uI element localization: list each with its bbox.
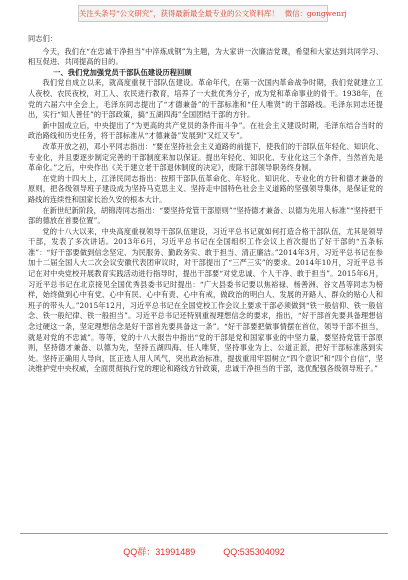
paragraph-revolution: 我们党自成立以来，就高度重视干部队伍建设。革命年代，在第一次国内革命战争时期，我们党就建立工人夜校、农民夜校，对工人、农民进行教育，培养了一大批优秀分子，成为党和革命事业的骨干。1938年，在党的六届六中全会上，毛泽东同志提出了“才德兼备”的干部标准和“任人唯贤”的干部路线。毛泽东同志还提出，实行“知人善任”的干部政策，搞“五湖四海”全国团结干部的方针。 bbox=[28, 78, 383, 120]
paragraph-18th-congress: 党的十八大以来，中央高度重视领导干部队伍建设，习近平总书记就如何打造合格干部队伍，尤其是领导干部，发表了多次讲话。2013年6月，习近平总书记在全国组织工作会议上首次提出了好干部的“五条标准”：“好干部要做到信念坚定、为民服务、勤政务实、敢于担当、清正廉洁。”2014年3月，习近平总书记在参加十二届全国人大二次会议安徽代表团审议时，对干部提出了“三严三实”的要求。2014年10月，习近平总书记在对中央党校开展教育实践活动进行指导时，提出干部要“对党忠诚、个人干净、敢于担当”。2015年6月，习近平总书记在北京接见全国优秀县委书记时提出：“广大县委书记要以焦裕禄、杨善洲、谷文昌等同志为榜样，始终做到心中有党、心中有民、心中有责、心中有戒，做政治的明白人、发展的开路人、群众的贴心人和班子的带头人。”2015年12月，习近平总书记在全国党校工作会议上要求干部必须做到“铁一般信仰、铁一般信念、铁一般纪律、铁一般担当”。习近平总书记还特别重视理想信念的要求，指出，“好干部首先要具备理想信念过硬这一条，坚定理想信念是好干部首先要具备这一条”。“好干部要把做事情摆在首位，领导干部不担当，就是对党的不忠诚”。等等，党的十八大报告中指出“党的干部是党和国家事业的中坚力量，要坚持党管干部原则，坚持德才兼备、以德为先，坚持五湖四海、任人唯贤，坚持事业为上、公道正派，把好干部标准落到实处。坚持正确用人导向，匡正选人用人风气，突出政治标准，提拔重用牢固树立“四个意识”和“四个自信”，坚决维护党中央权威，全面贯彻执行党的理论和路线方针政策，忠诚干净担当的干部，选优配强各级领导班子。” bbox=[28, 226, 383, 374]
promo-banner[interactable] bbox=[78, 5, 347, 22]
paragraph-intro: 今天，我们在“在忠诚干净担当”中淬炼成钢”为主题，为大家讲一次廉洁党课，希望和大家达到共同学习、相互促进、共同提高的目的。 bbox=[28, 46, 383, 67]
greeting: 同志们： bbox=[28, 34, 58, 43]
footer-divider bbox=[20, 533, 388, 534]
banner-text: 关注头条号“公文研究”，获得最新最全最专业的公文资料库！ bbox=[79, 9, 279, 18]
section-heading: 一、我们党加强党员干部队伍建设历程回顾 bbox=[53, 67, 192, 77]
paragraph-reform: 改革开放之初，邓小平同志指出：“要在坚持社会主义道路的前提下，使我们的干部队伍年轻化、知识化、专业化，并且要逐步制定完善的干部制度来加以保证。提出年轻化、知识化、专业化这三个条件，当然首先是革命化。”之后，中央作出《关于建立老干部退休制度的决定》，废除干部领导职务终身制。 bbox=[28, 141, 383, 173]
banner-wechat: 微信：gongwenrj bbox=[284, 9, 347, 18]
footer-qq-contact: QQ:535304092 bbox=[223, 547, 285, 557]
paragraph-14th-congress: 在党的十四大上，江泽民同志指出：按照干部队伍革命化、年轻化、知识化、专业化的方针和德才兼备的原则，把各级领导班子建设成为坚持马克思主义、坚持走中国特色社会主义道路的坚强领导集体，是保证党的路线的连续性和国家长治久安的根本大计。 bbox=[28, 173, 383, 204]
document-body bbox=[28, 34, 383, 375]
footer bbox=[0, 545, 408, 558]
paragraph-new-century: 在新世纪新阶段，胡锦涛同志指出：“要坚持党管干部原则”“坚持德才兼备、以德为先用人标准”“坚持把干部的德放在首要位置”。 bbox=[28, 205, 383, 226]
paragraph-new-china: 新中国成立后，中央提出了“为更高的共产党员的条件而斗争”。在社会主义建设时期，毛泽东结合当时的政治路线和历史任务，将干部标准从“才德兼备”发展到“又红又专”。 bbox=[28, 120, 383, 141]
footer-qq-group: QQ群：31991489 bbox=[123, 547, 196, 557]
